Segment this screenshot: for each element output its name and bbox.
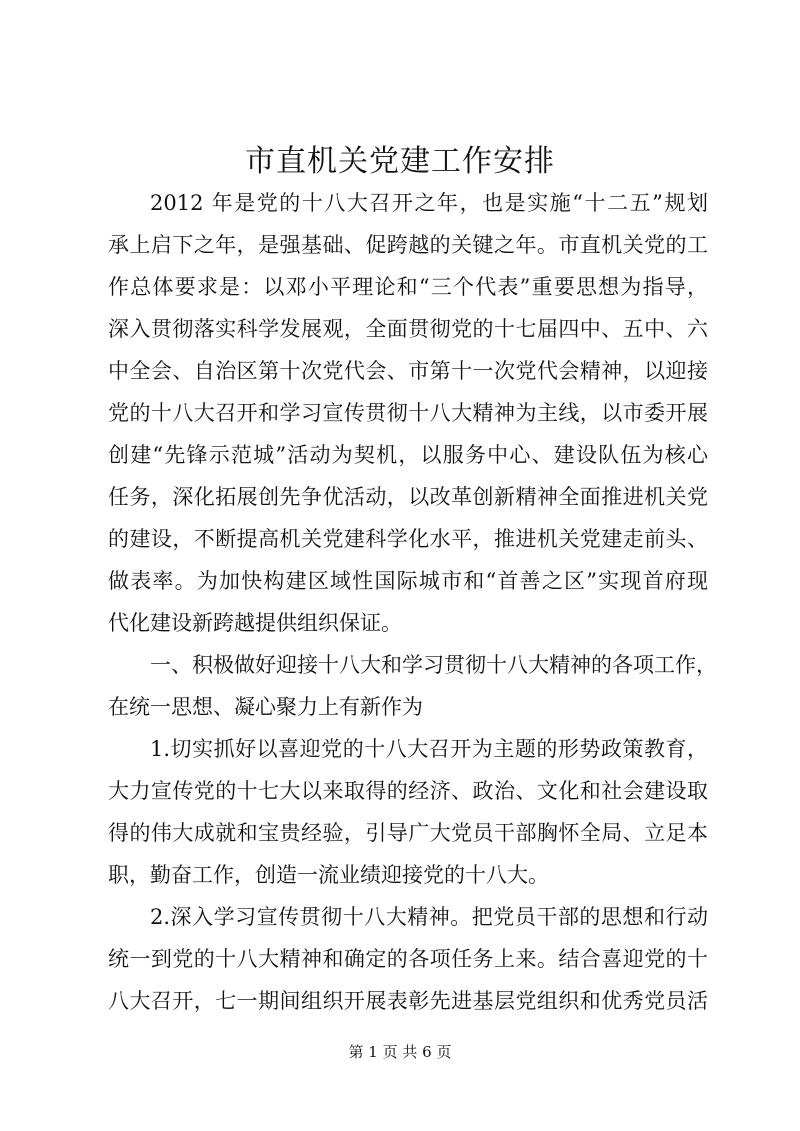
paragraph-line: 创建“先锋示范城”活动为契机，以服务中心、建设队伍为核心	[108, 443, 708, 467]
paragraph-line: 党的十八大召开和学习宣传贯彻十八大精神为主线，以市委开展	[108, 401, 708, 425]
paragraph-line: 中全会、自治区第十次党代会、市第十一次党代会精神，以迎接	[108, 359, 708, 383]
paragraph-line: 作总体要求是：以邓小平理论和“三个代表”重要思想为指导，	[108, 275, 708, 299]
paragraph-line: 的建设，不断提高机关党建科学化水平，推进机关党建走前头、	[108, 527, 708, 551]
paragraph-line: 大力宣传党的十七大以来取得的经济、政治、文化和社会建设取	[108, 779, 708, 803]
paragraph-line: 承上启下之年，是强基础、促跨越的关键之年。市直机关党的工	[108, 233, 708, 257]
section-heading-line: 在统一思想、凝心聚力上有新作为	[108, 695, 423, 719]
paragraph-line: 代化建设新跨越提供组织保证。	[108, 611, 402, 635]
paragraph-line: 任务，深化拓展创先争优活动，以改革创新精神全面推进机关党	[108, 485, 708, 509]
paragraph-line: 八大召开，七一期间组织开展表彰先进基层党组织和优秀党员活	[108, 989, 708, 1013]
paragraph-line: 2.深入学习宣传贯彻十八大精神。把党员干部的思想和行动	[150, 905, 708, 929]
section-heading-line: 一、积极做好迎接十八大和学习贯彻十八大精神的各项工作，	[150, 653, 717, 677]
paragraph-line: 统一到党的十八大精神和确定的各项任务上来。结合喜迎党的十	[108, 947, 708, 971]
paragraph-line: 得的伟大成就和宝贵经验，引导广大党员干部胸怀全局、立足本	[108, 821, 708, 845]
paragraph-line: 2012 年是党的十八大召开之年，也是实施“十二五”规划	[150, 191, 708, 215]
paragraph-line: 深入贯彻落实科学发展观，全面贯彻党的十七届四中、五中、六	[108, 317, 708, 341]
paragraph-line: 职，勤奋工作，创造一流业绩迎接党的十八大。	[108, 863, 549, 887]
page-footer: 第 1 页 共 6 页	[348, 1043, 452, 1061]
paragraph-line: 1.切实抓好以喜迎党的十八大召开为主题的形势政策教育，	[150, 737, 708, 761]
paragraph-line: 做表率。为加快构建区域性国际城市和“首善之区”实现首府现	[108, 569, 708, 593]
document-title: 市直机关党建工作安排	[245, 144, 555, 179]
